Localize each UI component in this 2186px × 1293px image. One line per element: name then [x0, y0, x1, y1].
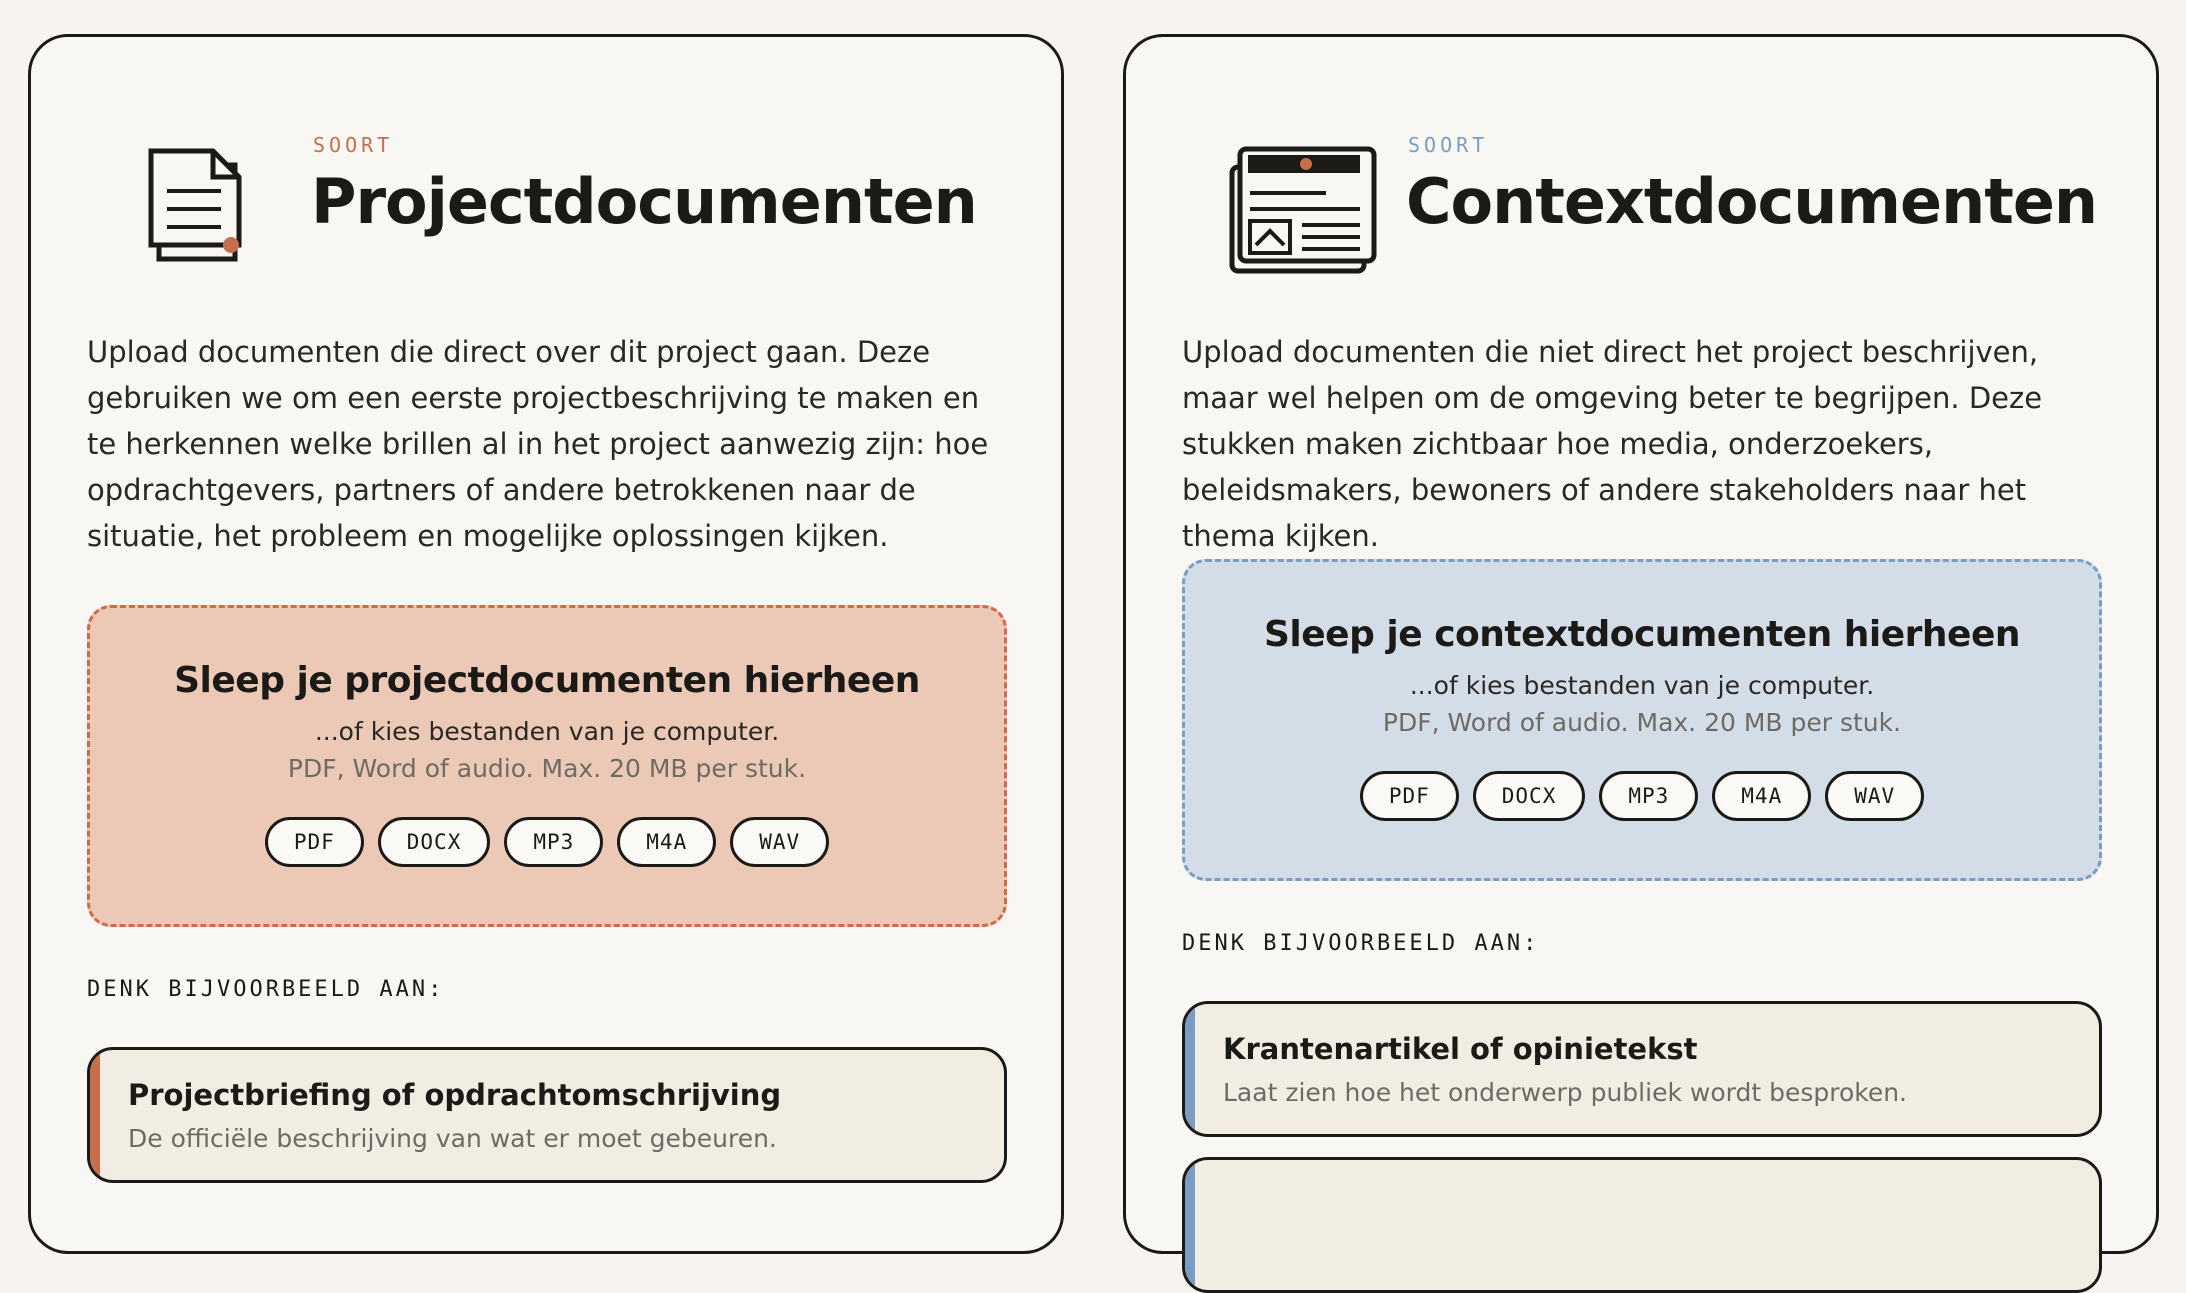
examples-heading: DENK BIJVOORBEELD AAN: — [87, 977, 445, 1002]
project-dropzone[interactable] — [87, 605, 1007, 927]
example-item — [1182, 1157, 2102, 1293]
context-dropzone[interactable] — [1182, 559, 2102, 881]
example-item — [1182, 1001, 2102, 1137]
dropzone-title: Sleep je projectdocumenten hierheen — [174, 660, 920, 701]
format-chip-wav: WAV — [1825, 771, 1924, 821]
example-description: De officiële beschrijving van wat er moet gebeuren. — [128, 1124, 777, 1153]
example-accent-bar — [1185, 1004, 1195, 1134]
example-title: Krantenartikel of opinietekst — [1223, 1032, 1698, 1066]
example-accent-bar — [1185, 1160, 1195, 1290]
examples-heading: DENK BIJVOORBEELD AAN: — [1182, 931, 1540, 956]
format-chip-m4a: M4A — [1712, 771, 1811, 821]
format-chip-mp3: MP3 — [1599, 771, 1698, 821]
format-chips — [90, 817, 1004, 867]
newspaper-icon — [1218, 117, 1378, 282]
dropzone-subtitle[interactable]: ...of kies bestanden van je computer. — [1409, 671, 1875, 700]
example-description: Laat zien hoe het onderwerp publiek wordt besproken. — [1223, 1078, 1907, 1107]
format-chip-wav: WAV — [730, 817, 829, 867]
type-kicker: SOORT — [1408, 133, 1489, 157]
format-chips — [1185, 771, 2099, 821]
card-description: Upload documenten die niet direct het project beschrijven, maar wel helpen om de omgeving beter te begrijpen. Deze stukken maken zichtbaar hoe media, onderzoekers, beleidsmakers, bewoners of andere stakeholders naar het thema kijken. — [1182, 335, 2043, 553]
card-description: Upload documenten die direct over dit project gaan. Deze gebruiken we om een eerste projectbeschrijving te maken en te herkennen welke brillen al in het project aanwezig zijn: hoe opdrachtgevers, partners of andere betrokkenen naar de situatie, het probleem en mogelijke oplossingen kijken. — [87, 335, 989, 553]
format-chip-mp3: MP3 — [504, 817, 603, 867]
card-title: Contextdocumenten — [1406, 165, 2098, 238]
format-chip-pdf: PDF — [265, 817, 364, 867]
context-documents-card — [1123, 34, 2159, 1254]
dropzone-subtitle[interactable]: ...of kies bestanden van je computer. — [314, 717, 780, 746]
dropzone-note: PDF, Word of audio. Max. 20 MB per stuk. — [1382, 708, 1902, 737]
example-title: Projectbriefing of opdrachtomschrijving — [128, 1078, 782, 1112]
format-chip-docx: DOCX — [378, 817, 491, 867]
example-item — [87, 1047, 1007, 1183]
format-chip-pdf: PDF — [1360, 771, 1459, 821]
format-chip-docx: DOCX — [1473, 771, 1586, 821]
document-stack-icon — [123, 117, 273, 272]
card-title: Projectdocumenten — [311, 165, 977, 238]
example-accent-bar — [90, 1050, 100, 1180]
project-documents-card — [28, 34, 1064, 1254]
dropzone-title: Sleep je contextdocumenten hierheen — [1264, 614, 2020, 655]
type-kicker: SOORT — [313, 133, 394, 157]
format-chip-m4a: M4A — [617, 817, 716, 867]
dropzone-note: PDF, Word of audio. Max. 20 MB per stuk. — [287, 754, 807, 783]
